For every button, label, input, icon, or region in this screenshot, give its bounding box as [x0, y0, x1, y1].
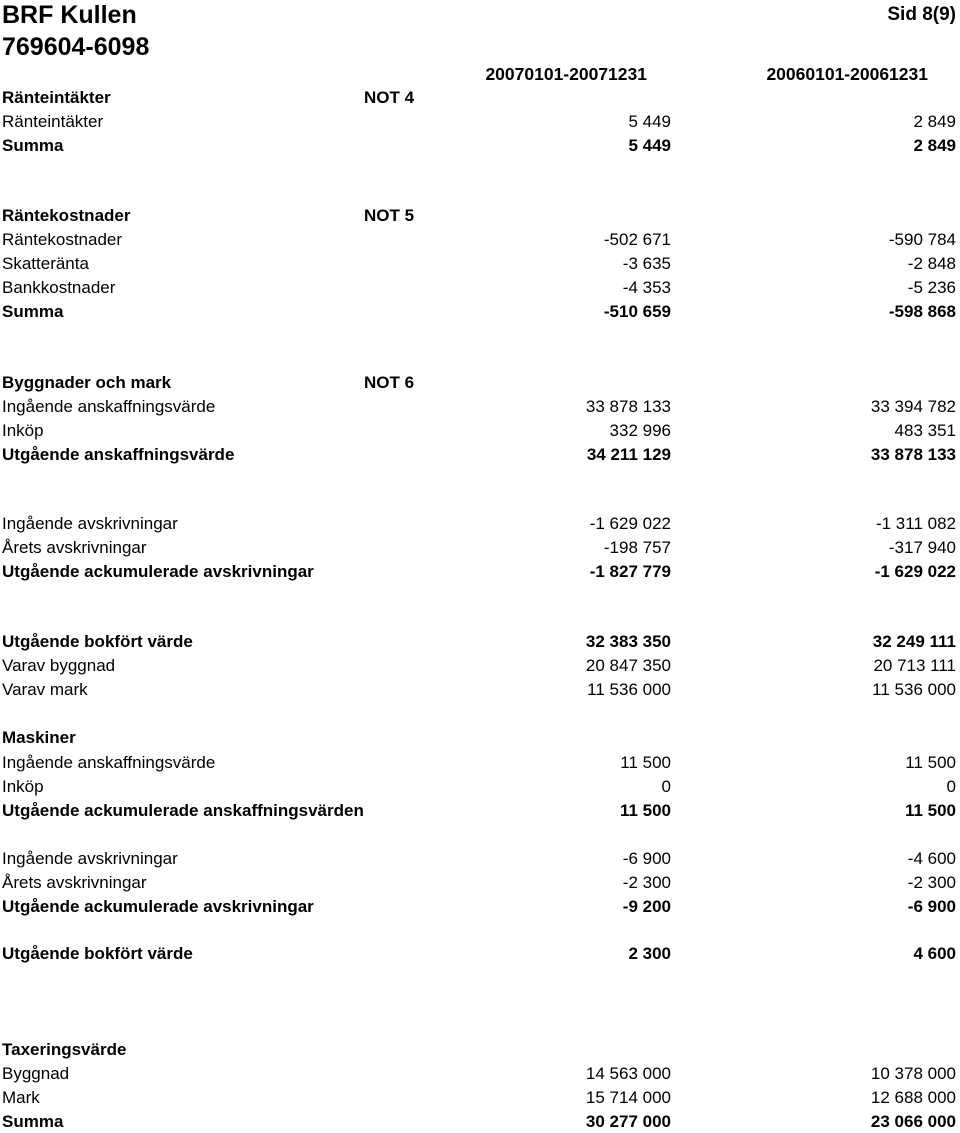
period-previous: 20060101-20061231: [766, 64, 928, 84]
row-label: Mark: [2, 1088, 40, 1107]
table-row: [0, 775, 960, 798]
row-label: Utgående ackumulerade avskrivningar: [2, 562, 314, 581]
table-row: [0, 371, 960, 394]
table-row: [0, 536, 960, 559]
org-number: 769604-6098: [2, 33, 150, 61]
table-row: [0, 300, 960, 323]
value-current-year: 32 383 350: [585, 632, 671, 651]
row-label: Byggnader och mark: [2, 373, 172, 392]
table-row: [0, 419, 960, 442]
value-previous-year: 10 378 000: [870, 1064, 956, 1083]
row-label: Maskiner: [2, 728, 76, 747]
table-row: [0, 560, 960, 583]
row-label: Bankkostnader: [2, 278, 116, 297]
table-row: [0, 630, 960, 653]
table-row: [0, 726, 960, 749]
value-current-year: 34 211 129: [586, 445, 671, 464]
value-previous-year: 12 688 000: [870, 1088, 956, 1107]
value-current-year: -9 200: [622, 897, 671, 916]
row-label: Ränteintäkter: [2, 112, 104, 131]
value-current-year: 332 996: [609, 421, 671, 440]
note-reference: NOT 6: [364, 373, 415, 392]
value-current-year: 15 714 000: [585, 1088, 671, 1107]
table-row: [0, 1062, 960, 1085]
value-current-year: 5 449: [628, 112, 671, 131]
value-previous-year: 2 849: [913, 136, 956, 155]
table-row: [0, 654, 960, 677]
row-label: Ingående anskaffningsvärde: [2, 397, 216, 416]
org-name: BRF Kullen: [2, 1, 137, 29]
value-previous-year: -317 940: [888, 538, 956, 557]
value-current-year: 11 536 000: [587, 680, 671, 699]
value-previous-year: 11 500: [905, 753, 956, 772]
row-label: Varav byggnad: [2, 656, 116, 675]
value-current-year: -3 635: [622, 254, 671, 273]
row-label: Summa: [2, 302, 64, 321]
value-previous-year: 32 249 111: [872, 632, 956, 651]
value-previous-year: 4 600: [913, 944, 956, 963]
row-label: Ingående anskaffningsvärde: [2, 753, 216, 772]
row-label: Byggnad: [2, 1064, 70, 1083]
value-previous-year: 11 500: [904, 801, 956, 820]
value-current-year: -198 757: [603, 538, 671, 557]
value-current-year: -4 353: [622, 278, 671, 297]
row-label: Räntekostnader: [2, 206, 131, 225]
value-previous-year: -590 784: [888, 230, 956, 249]
table-row: [0, 204, 960, 227]
period-current: 20070101-20071231: [485, 64, 647, 84]
row-label: Summa: [2, 1112, 64, 1131]
table-row: [0, 443, 960, 466]
row-label: Skatteränta: [2, 254, 89, 273]
value-previous-year: -6 900: [907, 897, 956, 916]
table-row: [0, 1038, 960, 1061]
row-label: Utgående anskaffningsvärde: [2, 445, 235, 464]
row-label: Ingående avskrivningar: [2, 514, 178, 533]
page-number: Sid 8(9): [887, 4, 956, 25]
value-current-year: 20 847 350: [585, 656, 671, 675]
value-previous-year: -2 848: [907, 254, 956, 273]
value-previous-year: 33 394 782: [870, 397, 956, 416]
table-row: [0, 678, 960, 701]
table-row: [0, 942, 960, 965]
value-previous-year: 483 351: [894, 421, 956, 440]
table-row: [0, 512, 960, 535]
value-current-year: 5 449: [628, 136, 671, 155]
note-reference: NOT 4: [364, 88, 415, 107]
value-previous-year: -4 600: [907, 849, 956, 868]
table-row: [0, 799, 960, 822]
value-current-year: 11 500: [619, 801, 671, 820]
value-current-year: 33 878 133: [585, 397, 671, 416]
value-previous-year: -598 868: [888, 302, 956, 321]
table-row: [0, 751, 960, 774]
row-label: Utgående bokfört värde: [2, 944, 193, 963]
value-previous-year: 11 536 000: [872, 680, 956, 699]
value-previous-year: -1 629 022: [874, 562, 956, 581]
row-label: Årets avskrivningar: [2, 538, 147, 557]
value-current-year: 14 563 000: [585, 1064, 671, 1083]
value-previous-year: -5 236: [907, 278, 956, 297]
value-previous-year: 20 713 111: [873, 656, 956, 675]
table-row: [0, 871, 960, 894]
row-label: Utgående bokfört värde: [2, 632, 193, 651]
table-row: [0, 276, 960, 299]
table-row: [0, 895, 960, 918]
row-label: Inköp: [2, 777, 44, 796]
note-reference: NOT 5: [364, 206, 415, 225]
row-label: Ränteintäkter: [2, 88, 111, 107]
row-label: Taxeringsvärde: [2, 1040, 127, 1059]
table-row: [0, 395, 960, 418]
row-label: Summa: [2, 136, 64, 155]
table-row: [0, 252, 960, 275]
table-row: [0, 134, 960, 157]
value-previous-year: 33 878 133: [870, 445, 956, 464]
value-current-year: 30 277 000: [585, 1112, 671, 1131]
value-current-year: 11 500: [620, 753, 671, 772]
row-label: Årets avskrivningar: [2, 873, 147, 892]
value-current-year: -1 827 779: [589, 562, 671, 581]
value-previous-year: 0: [946, 777, 956, 796]
value-previous-year: 2 849: [913, 112, 956, 131]
value-current-year: -2 300: [622, 873, 671, 892]
value-current-year: -502 671: [603, 230, 671, 249]
value-previous-year: -2 300: [907, 873, 956, 892]
value-current-year: 0: [661, 777, 671, 796]
row-label: Räntekostnader: [2, 230, 123, 249]
row-label: Inköp: [2, 421, 44, 440]
row-label: Utgående ackumulerade anskaffningsvärden: [2, 801, 364, 820]
value-previous-year: 23 066 000: [870, 1112, 956, 1131]
table-row: [0, 228, 960, 251]
table-row: [0, 847, 960, 870]
row-label: Utgående ackumulerade avskrivningar: [2, 897, 314, 916]
row-label: Varav mark: [2, 680, 88, 699]
table-row: [0, 1110, 960, 1133]
value-previous-year: -1 311 082: [875, 514, 956, 533]
row-label: Ingående avskrivningar: [2, 849, 178, 868]
table-row: [0, 110, 960, 133]
table-row: [0, 1086, 960, 1109]
table-row: [0, 86, 960, 109]
value-current-year: -6 900: [622, 849, 671, 868]
value-current-year: -1 629 022: [589, 514, 671, 533]
value-current-year: -510 659: [603, 302, 671, 321]
value-current-year: 2 300: [628, 944, 671, 963]
